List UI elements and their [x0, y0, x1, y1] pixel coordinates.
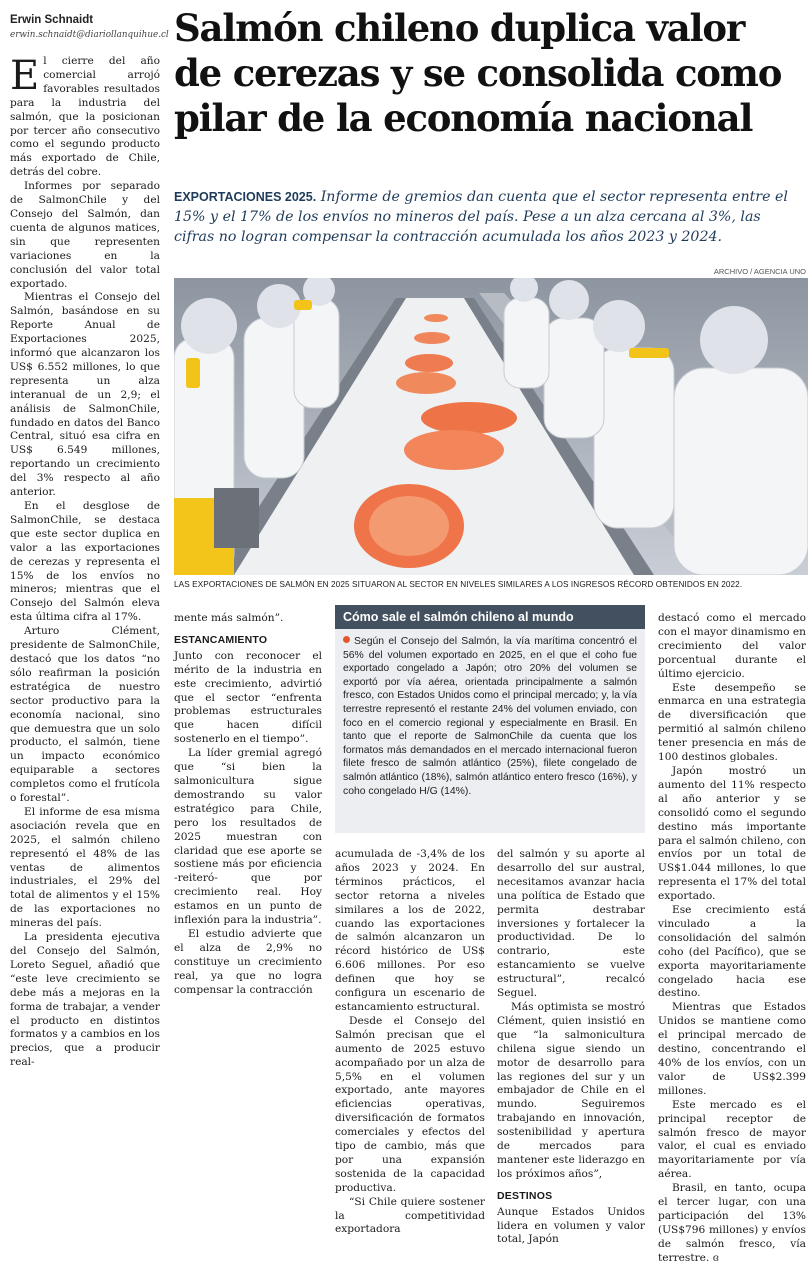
deck-text: Informe de gremios dan cuenta que el sector representa entre el 15% y el 17% de los envíos no mineros del país. Pese a un alza cercana al 3%, las cifras no logran compensar la contracción acumulada los años 2023 y 2024. [174, 189, 788, 245]
col3-paragraph-3: “Si Chile quiere sostener la competitividad exportadora [335, 1195, 485, 1236]
bullet-icon [343, 636, 350, 643]
column-2 [174, 612, 322, 997]
col5-paragraph-5: Mientras que Estados Unidos se mantiene como el principal mercado de destino, concentrando el 40% de los envíos, con un valor de US$2.399 millones. [658, 1001, 806, 1097]
col5-paragraph-2: Este desempeño se enmarca en una estrategia de diversificación que permitió al salmón chileno tener presencia en más de 100 destinos globales. [658, 681, 806, 764]
photo [174, 278, 808, 575]
col1-paragraph-5: Arturo Clément, presidente de SalmonChile, destacó que los datos “no sólo reafirman la posición estratégica de nuestro sector productivo para la economía nacional, sino que demuestra que un solo producto, el salmón, tiene un impacto económico equiparable a sectores completos como el frutícola o forestal”. [10, 625, 160, 805]
deck-kicker: EXPORTACIONES 2025. [174, 190, 317, 204]
subhead-estancamiento: ESTANCAMIENTO [174, 633, 268, 646]
col5-paragraph-1: destacó como el mercado con el mayor dinamismo en crecimiento del valor porcentual durante el último ejercicio. [658, 612, 806, 680]
col1-paragraph-7: La presidenta ejecutiva del Consejo del Salmón, Loreto Seguel, añadió que “este leve crecimiento se debe más a mejoras en la forma de trabajar, a vender el producto en distintos formatos y a cambios en los precios, que a producir real- [10, 931, 160, 1069]
headline-line-2: de cerezas y se consolida como [174, 51, 782, 95]
col2-paragraph-1: mente más salmón”. [174, 612, 284, 624]
photo-caption: LAS EXPORTACIONES DE SALMÓN EN 2025 SITUARON AL SECTOR EN NIVELES SIMILARES A LOS INGRESOS RÉCORD OBTENIDOS EN 2022. [174, 580, 743, 589]
col1-paragraph-3: Mientras el Consejo del Salmón, basándose en su Reporte Anual de Exportaciones 2025, informó que alcanzaron los US$ 6.552 millones, lo que representa un alza interanual de un 2,9; el análisis de SalmonChile, fundado en datos del Banco Central, situó esa cifra en US$ 6.549 millones, reportando un crecimiento del 3% respecto al año anterior. [10, 291, 160, 499]
column-4 [497, 848, 645, 1247]
col4-paragraph-3: Aunque Estados Unidos lidera en volumen y valor total, Japón [497, 1205, 645, 1246]
headline [174, 6, 806, 141]
col5-paragraph-3: Japón mostró un aumento del 11% respecto al año anterior y se consolidó como el segundo destino más importante para el salmón chileno, con envíos por un total de US$1.044 millones, lo que representa el 17% del total exportado. [658, 764, 806, 903]
col1-paragraph-4: En el desglose de SalmonChile, se destaca que este sector duplica en valor a las exportaciones de cerezas y representa el 15% de los envíos no mineros; mientras que el Consejo del Salmón eleva esta última cifra al 17%. [10, 500, 160, 624]
col2-paragraph-2: Junto con reconocer el mérito de la industria en este crecimiento, advirtió que el sector “enfrenta problemas estructurales que hacen difícil sostenerlo en el tiempo”. [174, 649, 322, 746]
info-box [335, 605, 645, 833]
column-1 [10, 55, 160, 1070]
subhead-destinos: DESTINOS [497, 1189, 553, 1202]
col1-paragraph-6: El informe de esa misma asociación revela que en 2025, el salmón chileno representó el 48% de las ventas de alimentos industriales, el 29% del total de alimentos y el 15% de las exportaciones no mineras del país. [10, 805, 160, 930]
col4-paragraph-2: Más optimista se mostró Clément, quien insistió en que “la salmonicultura chilena sigue siendo un motor de desarrollo para las regiones del sur y un embajador de Chile en el mundo. Seguiremos trabajando en innovación, sostenibilidad y apertura de mercados para mantener este liderazgo en los próximos años”, [497, 1000, 645, 1180]
dropcap: E [10, 53, 40, 99]
col3-paragraph-1: acumulada de -3,4% de los años 2023 y 2024. En términos prácticos, el sector retorna a niveles similares a los de 2022, cuando las exportaciones de salmón alcanzaron un récord histórico de US$ 6.606 millones. Por eso definen que hoy se configura un escenario de estancamiento estructural. [335, 848, 485, 1013]
col1-paragraph-2: Informes por separado de SalmonChile y del Consejo del Salmón, dan cuenta de algunos matices, sin que representen variaciones en la conclusión del valor total exportado. [10, 180, 160, 290]
col2-paragraph-3: La líder gremial agregó que “si bien la salmonicultura sigue demostrando su valor estratégico para Chile, pero los resultados de 2025 muestran con claridad que ese aporte se sostiene más por eficiencia -reiteró- que por crecimiento real. Hoy estamos en un punto de inflexión para la industria”. [174, 747, 322, 927]
col5-paragraph-6: Este mercado es el principal receptor de salmón fresco de mayor valor, el cual es enviado mayoritariamente por vía aérea. [658, 1098, 806, 1181]
column-3 [335, 848, 485, 1237]
column-5 [658, 612, 806, 1266]
info-box-title: Cómo sale el salmón chileno al mundo [335, 605, 645, 629]
photo-credit: ARCHIVO / AGENCIA UNO [713, 267, 806, 276]
col4-paragraph-1: del salmón y su aporte al desarrollo del sur austral, necesitamos avanzar hacia una política de Estado que permita destrabar inversiones y fortalecer la productividad. De lo contrario, este estancamiento se vuelve estructural”, recalcó Seguel. [497, 848, 645, 1000]
deck [174, 187, 804, 247]
col3-paragraph-2: Desde el Consejo del Salmón precisan que el aumento de 2025 estuvo acompañado por un alza de 5,5% en el volumen exportado, ante mayores eficiencias operativas, diversificación de formatos comerciales y efectos del tipo de cambio, más que por una expansión sostenida de la capacidad productiva. [335, 1014, 485, 1194]
col5-paragraph-4: Ese crecimiento está vinculado a la consolidación del salmón coho (del Pacífico), que se exporta mayoritariamente congelado hacia ese destino. [658, 904, 806, 1000]
salmon-processing-photo [174, 278, 808, 575]
headline-line-1: Salmón chileno duplica valor [174, 6, 745, 50]
byline-name: Erwin Schnaidt [10, 14, 94, 26]
info-box-text: Según el Consejo del Salmón, la vía marítima concentró el 56% del volumen exportado en 2025, en el que el coho fue exportado congelado a Japón; otro 20% del volumen se exportó por vía aérea, orientada principalmente a salmón fresco, con Estados Unidos como el principal mercado; y, la vía terrestre representó el restante 24% del volumen enviado, con foco en el comercio regional y especialmente en Brasil. En tanto que el reporte de SalmonChile da cuenta que los formatos más demandados en el mercado internacional fueron filete fresco de salmón atlántico (25%), filete congelado de salmón atlántico (18%), salmón atlántico entero fresco (16%), y coho congelado H/G (14%). [343, 636, 637, 797]
headline-line-3: pilar de la economía nacional [174, 96, 753, 140]
col2-paragraph-4: El estudio advierte que el alza de 2,9% no constituye un crecimiento real, ya que no logra compensar la contracción [174, 927, 322, 996]
col5-paragraph-7: Brasil, en tanto, ocupa el tercer lugar, con una participación del 13% (US$796 millones) y envíos de salmón fresco, vía terrestre. ɞ [658, 1182, 806, 1264]
end-mark-icon: ɞ [712, 1252, 719, 1264]
byline-email: erwin.schnaidt@diariollanquihue.cl [10, 30, 169, 40]
col1-paragraph-1: El cierre del año comercial arrojó favorables resultados para la industria del salmón, que la posicionan por tercer año consecutivo como el segundo producto más exportado de Chile, detrás del cobre. [10, 53, 160, 179]
